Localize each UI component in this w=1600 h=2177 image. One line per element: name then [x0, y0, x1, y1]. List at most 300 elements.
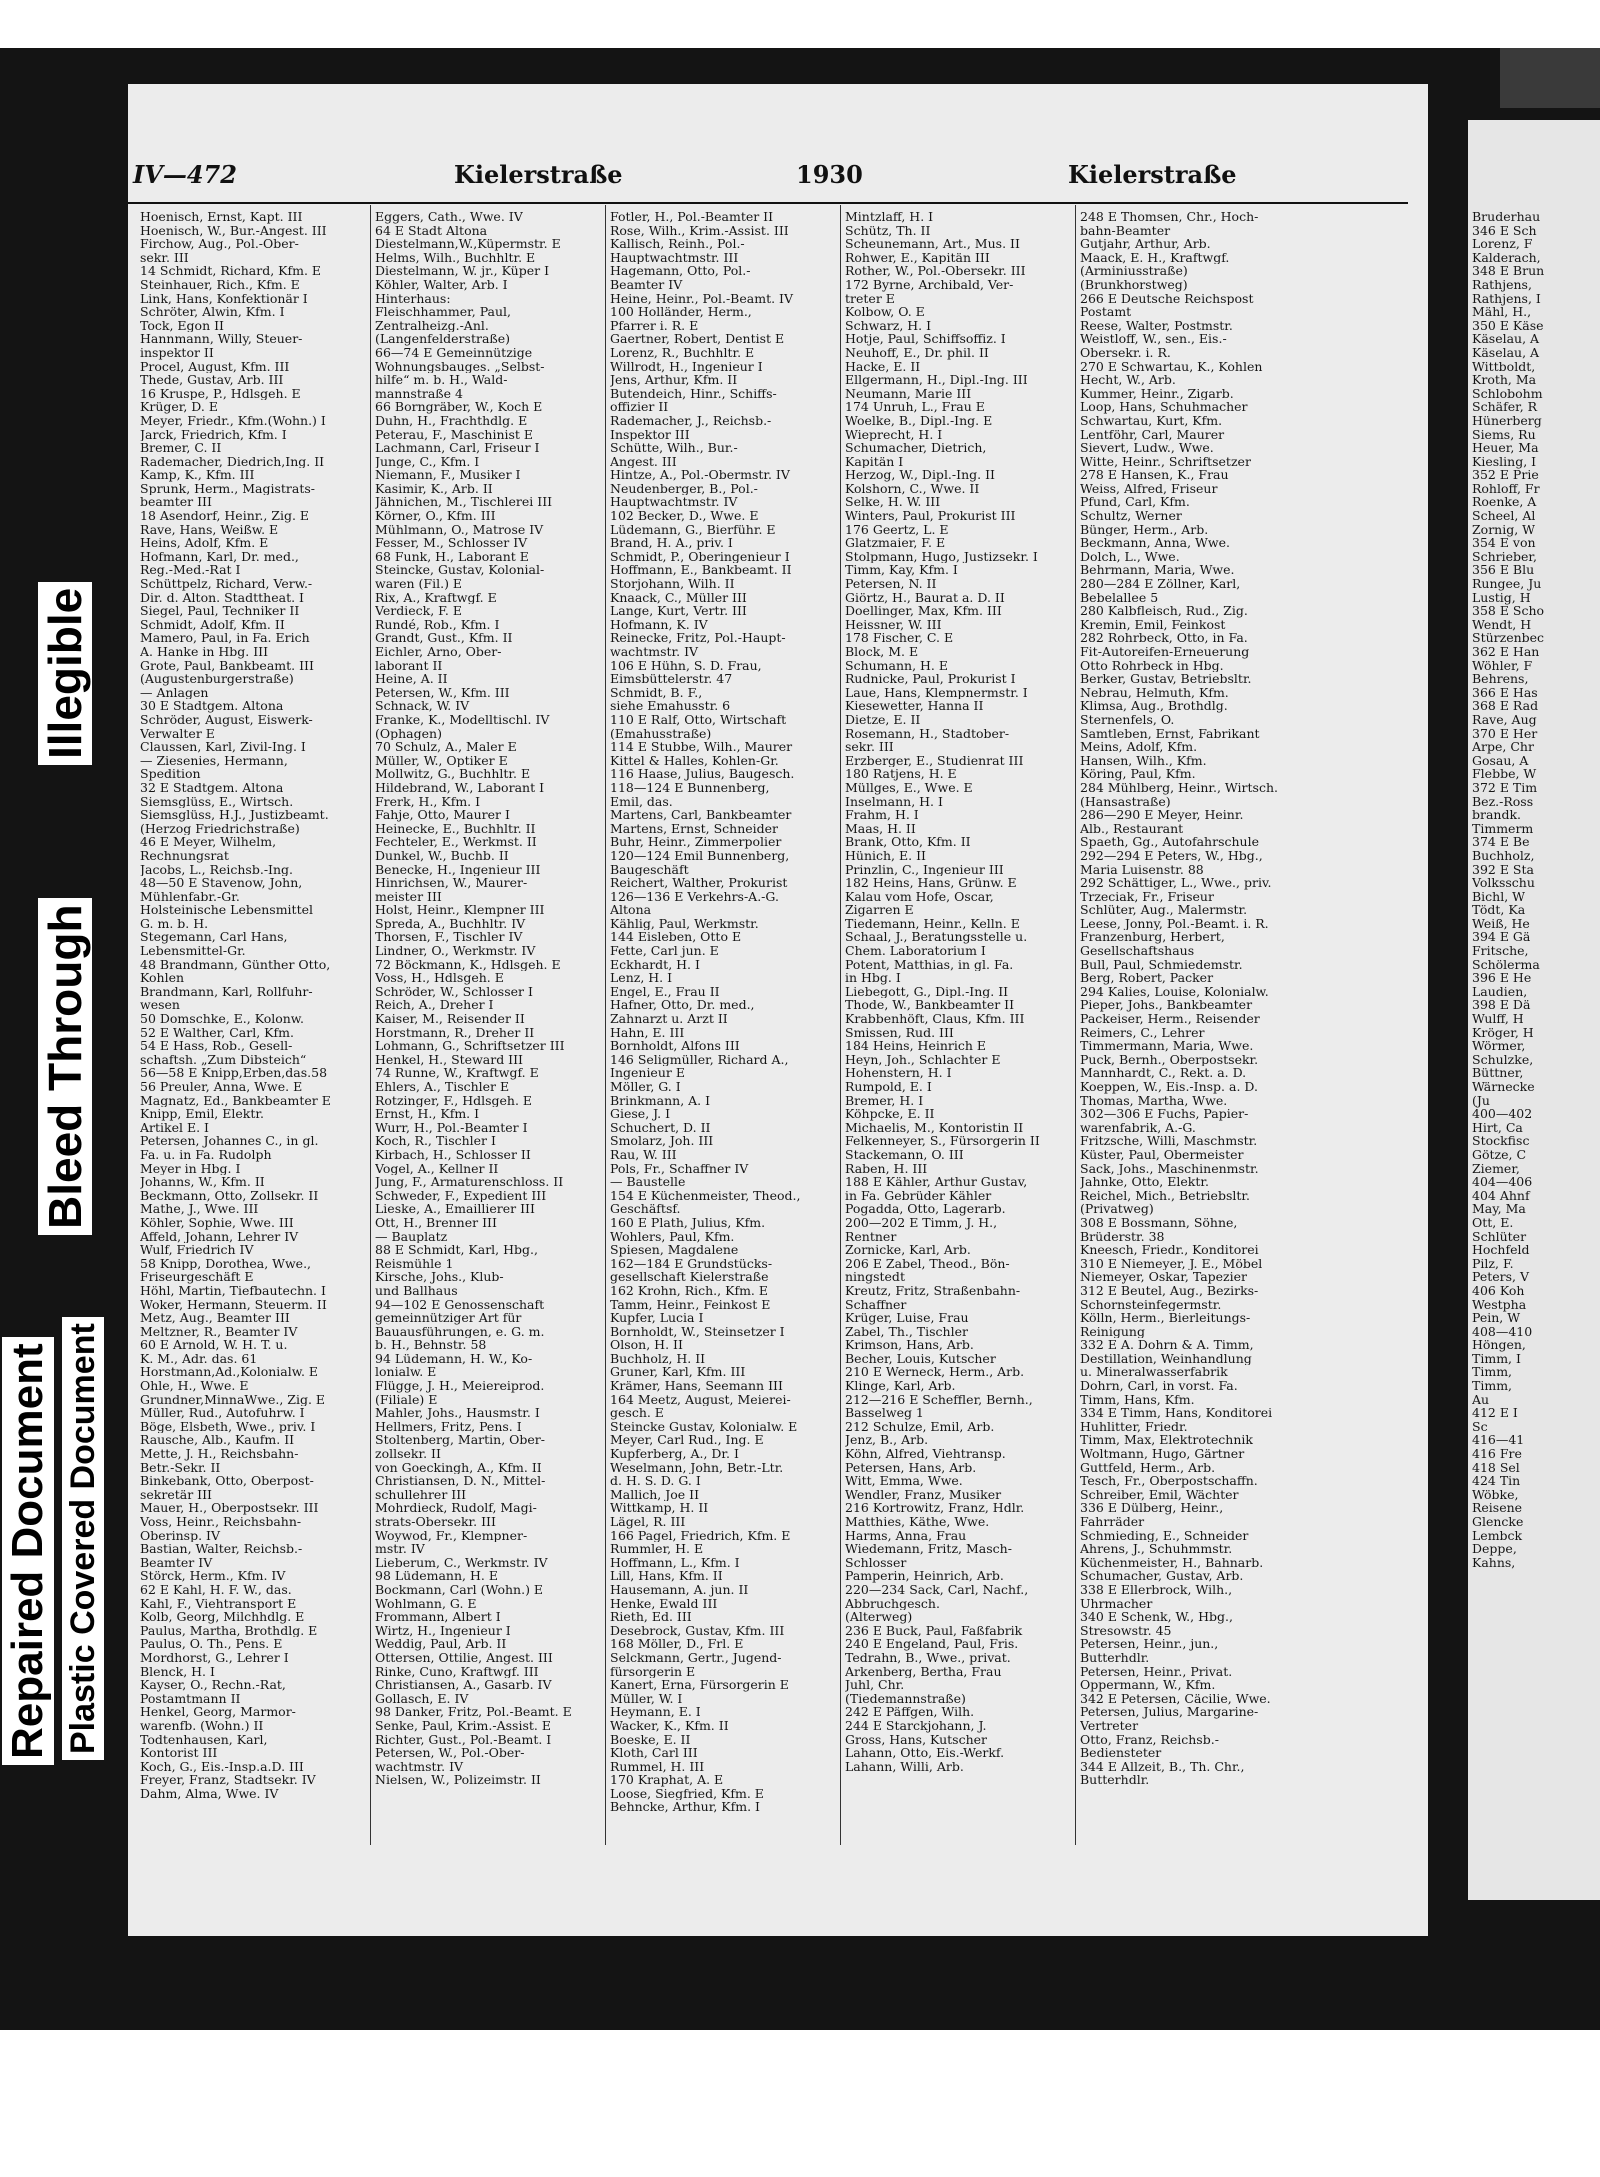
- directory-entry: Felkenneyer, S., Fürsorgerin II: [845, 1134, 1040, 1148]
- directory-entry: Neuhoff, E., Dr. phil. II: [845, 345, 989, 360]
- directory-entry: Timm, Kay, Kfm. I: [845, 563, 958, 578]
- directory-entry: Metz, Aug., Beamter III: [140, 1311, 290, 1325]
- directory-entry: 286—290 E Meyer, Heinr.: [1080, 808, 1244, 822]
- directory-entry: Geschäftsf.: [610, 1202, 681, 1216]
- next-page-entry: 354 E von: [1472, 535, 1536, 551]
- directory-entry: 312 E Beutel, Aug., Bezirks-: [1080, 1283, 1259, 1298]
- directory-entry: Stresowstr. 45: [1080, 1623, 1172, 1638]
- label-bleed-through: Bleed Through: [38, 898, 92, 1235]
- directory-entry: 18 Asendorf, Heinr., Zig. E: [140, 509, 310, 523]
- directory-entry: 310 E Niemeyer, J. E., Möbel: [1080, 1256, 1263, 1271]
- directory-entry: offizier II: [610, 400, 669, 414]
- directory-entry: Eggers, Cath., Wwe. IV: [375, 210, 523, 224]
- directory-entry: Betr.-Sekr. II: [140, 1460, 221, 1475]
- next-page-entry: Gosau, A: [1472, 752, 1529, 768]
- directory-entry: Rademacher, Diedrich,Ing. II: [140, 454, 325, 469]
- directory-entry: A. Hanke in Hbg. III: [140, 645, 269, 659]
- directory-entry: (Emahusstraße): [610, 726, 712, 741]
- next-page-entry: Stockfisc: [1472, 1133, 1530, 1149]
- directory-entry: Stoltenberg, Martin, Ober-: [375, 1433, 545, 1448]
- directory-entry: Packeiser, Herm., Reisender: [1080, 1012, 1260, 1026]
- directory-entry: 110 E Ralf, Otto, Wirtschaft: [610, 712, 787, 727]
- directory-entry: 216 Kortrowitz, Franz, Hdlr.: [845, 1501, 1025, 1515]
- next-page-entry: Rave, Aug: [1472, 711, 1537, 727]
- directory-entry: Hannmann, Willy, Steuer-: [140, 332, 303, 346]
- directory-entry: 270 E Schwartau, K., Kohlen: [1080, 359, 1263, 374]
- directory-entry: Lohmann, G., Schriftsetzer III: [375, 1039, 565, 1053]
- directory-entry: Schmieding, E., Schneider: [1080, 1528, 1249, 1543]
- next-page-entry: 416 Fre: [1472, 1446, 1522, 1462]
- directory-entry: in Hbg. I: [845, 971, 901, 985]
- next-page-entry: Sc: [1472, 1418, 1488, 1434]
- directory-entry: Rother, W., Pol.-Obersekr. III: [845, 264, 1026, 278]
- directory-entry: 106 E Hühn, S. D. Frau,: [610, 658, 762, 673]
- directory-entry: 114 E Stubbe, Wilh., Maurer: [610, 740, 793, 754]
- directory-entry: Schröder, August, Eiswerk-: [140, 712, 313, 727]
- directory-entry: Obersekr. i. R.: [1080, 345, 1171, 360]
- directory-entry: Butterhdlr.: [1080, 1773, 1150, 1787]
- directory-entry: (Langenfelderstraße): [375, 332, 511, 346]
- directory-entry: Hauptwachtmstr. III: [610, 250, 739, 265]
- directory-entry: Olson, H. II: [610, 1338, 683, 1352]
- directory-entry: Reinecke, Fritz, Pol.-Haupt-: [610, 631, 786, 645]
- directory-entry: Reese, Walter, Postmstr.: [1080, 318, 1233, 333]
- directory-entry: Küster, Paul, Obermeister: [1080, 1147, 1244, 1162]
- directory-entry: Mühlmann, O., Matrose IV: [375, 522, 544, 537]
- directory-entry: 188 E Kähler, Arthur Gustav,: [845, 1175, 1028, 1189]
- directory-entry: Lachmann, Carl, Friseur I: [375, 441, 540, 455]
- directory-entry: (Filiale) E: [375, 1392, 438, 1407]
- directory-entry: Rechnungsrat: [140, 848, 229, 863]
- directory-entry: 54 E Hass, Rob., Gesell-: [140, 1039, 293, 1053]
- directory-entry: — Bauplatz: [375, 1229, 448, 1244]
- directory-entry: Bastian, Walter, Reichsb.-: [140, 1542, 303, 1556]
- directory-entry: Jacobs, L., Reichsb.-Ing.: [140, 862, 294, 877]
- next-page-entry: Reisene: [1472, 1500, 1523, 1516]
- directory-entry: Witt, Emma, Wwe.: [845, 1474, 963, 1488]
- directory-entry: 278 E Hansen, K., Frau: [1080, 468, 1229, 482]
- next-page-entry: Wöhler, F: [1472, 657, 1533, 673]
- directory-entry: G. m. b. H.: [140, 916, 209, 931]
- next-page-entry: Heuer, Ma: [1472, 440, 1539, 456]
- directory-entry: Bornholdt, Alfons III: [610, 1039, 740, 1053]
- directory-entry: Reg.-Med.-Rat I: [140, 563, 241, 578]
- directory-entry: Weselmann, John, Betr.-Ltr.: [610, 1460, 784, 1475]
- directory-entry: (Arminiusstraße): [1080, 264, 1188, 278]
- directory-entry: Eckhardt, H. I: [610, 957, 700, 972]
- directory-entry: (Augustenburgerstraße): [140, 672, 294, 686]
- directory-entry: Hoffmann, L., Kfm. I: [610, 1555, 740, 1570]
- directory-entry: 60 E Arnold, W. H. T. u.: [140, 1338, 288, 1352]
- directory-entry: Richter, Gust., Pol.-Beamt. I: [375, 1732, 552, 1747]
- next-page-entry: Timm,: [1472, 1364, 1513, 1380]
- directory-entry: Kasimir, K., Arb. II: [375, 481, 493, 496]
- directory-entry: 284 Mühlberg, Heinr., Wirtsch.: [1080, 780, 1278, 795]
- directory-entry: Hafner, Otto, Dr. med.,: [610, 998, 755, 1013]
- directory-entry: Becher, Louis, Kutscher: [845, 1351, 996, 1366]
- directory-entry: Kreutz, Fritz, Straßenbahn-: [845, 1283, 1021, 1298]
- directory-entry: Engel, E., Frau II: [610, 984, 720, 999]
- next-page-entry: Höngen,: [1472, 1337, 1526, 1353]
- directory-entry: schullehrer III: [375, 1487, 467, 1502]
- next-page-entry: Volksschu: [1472, 875, 1535, 891]
- directory-entry: gemeinnütziger Art für: [375, 1311, 522, 1325]
- directory-entry: Brank, Otto, Kfm. II: [845, 835, 971, 849]
- directory-entry: Bebelallee 5: [1080, 590, 1159, 605]
- directory-entry: Uhrmacher: [1080, 1596, 1153, 1611]
- directory-entry: Mühlenfabr.-Gr.: [140, 889, 240, 904]
- directory-entry: Angest. III: [610, 454, 677, 469]
- directory-entry: Kontorist III: [140, 1746, 218, 1760]
- directory-entry: Rose, Wilh., Krim.-Assist. III: [610, 223, 789, 238]
- directory-entry: 52 E Walther, Carl, Kfm.: [140, 1025, 294, 1040]
- directory-entry: Fahje, Otto, Maurer I: [375, 808, 510, 822]
- directory-entry: Link, Hans, Konfektionär I: [140, 291, 308, 306]
- directory-entry: Vertreter: [1080, 1718, 1139, 1733]
- directory-entry: Inselmann, H. I: [845, 794, 943, 809]
- directory-entry: Müller, Rud., Autofuhrw. I: [140, 1406, 305, 1420]
- directory-entry: Schnack, W. IV: [375, 699, 470, 713]
- directory-entry: Bediensteter: [1080, 1746, 1162, 1760]
- directory-entry: Lenz, H. I: [610, 971, 673, 985]
- directory-entry: beamter III: [140, 495, 212, 510]
- directory-entry: hilfe“ m. b. H., Wald-: [375, 373, 508, 387]
- directory-entry: Binkebank, Otto, Oberpost-: [140, 1474, 314, 1488]
- directory-entry: Kählig, Paul, Werkmstr.: [610, 916, 759, 931]
- directory-entry: Altona: [610, 903, 652, 917]
- next-page-entry: Westpha: [1472, 1296, 1527, 1312]
- directory-entry: Reismühle 1: [375, 1256, 454, 1271]
- directory-entry: Jung, F., Armaturenschloss. II: [375, 1175, 564, 1189]
- next-page-entry: Bichl, W: [1472, 888, 1526, 904]
- directory-entry: (Brunkhorstweg): [1080, 277, 1188, 292]
- directory-entry: Fa. u. in Fa. Rudolph: [140, 1147, 272, 1162]
- directory-entry: 30 E Stadtgem. Altona: [140, 699, 284, 713]
- directory-entry: Jähnichen, M., Tischlerei III: [375, 495, 553, 510]
- next-page-column: [1472, 210, 1600, 1850]
- directory-entry: Jens, Arthur, Kfm. II: [610, 373, 738, 387]
- directory-entry: Petersen, Heinr., jun.,: [1080, 1637, 1219, 1651]
- column-1: [140, 210, 364, 1850]
- directory-entry: Winters, Paul, Prokurist III: [845, 509, 1016, 523]
- directory-entry: Wohlers, Paul, Kfm.: [610, 1229, 735, 1244]
- directory-entry: Dietze, E. II: [845, 712, 921, 727]
- directory-entry: 126—136 E Verkehrs-A.-G.: [610, 889, 779, 904]
- directory-entry: Gross, Hans, Kutscher: [845, 1732, 988, 1747]
- directory-entry: Heyn, Joh., Schlachter E: [845, 1052, 1001, 1067]
- next-page-entry: 366 E Has: [1472, 684, 1538, 700]
- directory-entry: Lieberum, C., Werkmstr. IV: [375, 1555, 548, 1570]
- directory-entry: Schüttpelz, Richard, Verw.-: [140, 577, 313, 591]
- directory-entry: Selckmann, Gertr., Jugend-: [610, 1650, 782, 1665]
- next-page-entry: Schrieber,: [1472, 548, 1537, 564]
- next-page-entry: Arpe, Chr: [1472, 739, 1534, 755]
- directory-entry: Krüger, D. E: [140, 400, 218, 414]
- directory-entry: 16 Kruspe, P., Hdlsgeh. E: [140, 386, 301, 401]
- directory-entry: Krüger, Luise, Frau: [845, 1311, 969, 1325]
- directory-entry: schaftsh. „Zum Dibsteich“: [140, 1052, 307, 1067]
- directory-entry: Weistloff, W., sen., Eis.-: [1080, 332, 1227, 346]
- directory-entry: Loop, Hans, Schuhmacher: [1080, 400, 1248, 414]
- directory-entry: Ellgermann, H., Dipl.-Ing. III: [845, 373, 1028, 387]
- directory-entry: waren (Fil.) E: [375, 577, 463, 591]
- directory-entry: Fotler, H., Pol.-Beamter II: [610, 210, 774, 224]
- directory-entry: Hoenisch, Ernst, Kapt. III: [140, 210, 303, 224]
- directory-entry: Mohrdieck, Rudolf, Magi-: [375, 1501, 537, 1515]
- directory-entry: — Anlagen: [140, 685, 209, 700]
- next-page-entry: Scheel, Al: [1472, 508, 1536, 524]
- directory-entry: Jarck, Friedrich, Kfm. I: [140, 427, 287, 442]
- directory-entry: 116 Haase, Julius, Baugesch.: [610, 767, 795, 781]
- directory-entry: Diestelmann, W. jr., Küper I: [375, 264, 550, 278]
- directory-entry: sekretär III: [140, 1487, 212, 1502]
- directory-entry: Schreiber, Emil, Wächter: [1080, 1487, 1239, 1502]
- directory-entry: Kloth, Carl III: [610, 1746, 698, 1760]
- directory-entry: Dolch, L., Wwe.: [1080, 549, 1180, 564]
- next-page-entry: 362 E Han: [1472, 644, 1540, 659]
- directory-entry: Franke, K., Modelltischl. IV: [375, 712, 550, 727]
- directory-entry: Sprunk, Herm., Magistrats-: [140, 481, 315, 496]
- directory-entry: Behncke, Arthur, Kfm. I: [610, 1800, 760, 1815]
- directory-entry: Gollasch, E. IV: [375, 1691, 469, 1706]
- next-page-entry: 394 E Gä: [1472, 929, 1531, 945]
- directory-entry: Lahann, Otto, Eis.-Werkf.: [845, 1746, 1005, 1760]
- next-page-entry: Timm, I: [1472, 1350, 1521, 1366]
- label-plastic-covered-document: Plastic Covered Document: [62, 1317, 104, 1760]
- directory-entry: 118—124 E Bunnenberg,: [610, 780, 770, 795]
- next-page-entry: Fritsche,: [1472, 943, 1529, 959]
- directory-entry: 248 E Thomsen, Chr., Hoch-: [1080, 210, 1259, 224]
- directory-entry: Meyer, Friedr., Kfm.(Wohn.) I: [140, 413, 326, 428]
- next-page-entry: 400—402: [1472, 1106, 1533, 1122]
- directory-entry: Chem. Laboratorium I: [845, 944, 986, 958]
- directory-entry: Paulus, Martha, Brothdlg. E: [140, 1623, 318, 1638]
- next-page-entry: Glencke: [1472, 1514, 1524, 1529]
- directory-entry: Huhlitter, Friedr.: [1080, 1419, 1188, 1434]
- next-page-entry: Bruderhau: [1472, 210, 1541, 224]
- directory-entry: Beckmann, Anna, Wwe.: [1080, 536, 1230, 550]
- directory-entry: Loose, Siegfried, Kfm. E: [610, 1786, 764, 1801]
- directory-entry: warenfabrik, A.-G.: [1080, 1120, 1196, 1135]
- directory-entry: Hauptwachtmstr. IV: [610, 495, 738, 510]
- directory-entry: Wohlmann, G. E: [375, 1596, 477, 1611]
- directory-entry: 120—124 Emil Bunnenberg,: [610, 848, 790, 863]
- next-page-entry: Hochfeld: [1472, 1242, 1530, 1258]
- scanner-corner: [1500, 48, 1600, 108]
- directory-entry: Kaiser, M., Reisender II: [375, 1012, 525, 1026]
- directory-entry: 48 Brandmann, Günther Otto,: [140, 957, 331, 972]
- directory-entry: Grandt, Gust., Kfm. II: [375, 631, 513, 645]
- next-page-entry: (Ju: [1472, 1092, 1490, 1108]
- directory-entry: 94—102 E Genossenschaft: [375, 1297, 545, 1312]
- next-page-entry: Tödt, Ka: [1472, 902, 1526, 918]
- directory-entry: Wurr, H., Pol.-Beamter I: [375, 1120, 528, 1135]
- directory-entry: Sack, Johs., Maschinenmstr.: [1080, 1161, 1259, 1176]
- column-rule: [1075, 205, 1076, 1845]
- directory-entry: Tesch, Fr., Oberpostschaffn.: [1080, 1474, 1258, 1488]
- directory-entry: Köhn, Alfred, Viehtransp.: [845, 1447, 1006, 1461]
- directory-entry: Henkel, H., Steward III: [375, 1052, 523, 1067]
- directory-entry: 66—74 E Gemeinnützige: [375, 345, 533, 360]
- directory-entry: Rumpold, E. I: [845, 1080, 932, 1094]
- directory-entry: Rohwer, E., Kapitän III: [845, 250, 990, 265]
- next-page-entry: Schäfer, R: [1472, 399, 1538, 415]
- directory-entry: Störck, Herm., Kfm. IV: [140, 1569, 286, 1583]
- directory-entry: Niemeyer, Oskar, Tapezier: [1080, 1270, 1248, 1284]
- directory-entry: 206 E Zabel, Theod., Bön-: [845, 1256, 1010, 1271]
- next-page-entry: Deppe,: [1472, 1541, 1517, 1557]
- directory-entry: Pamperin, Heinrich, Arb.: [845, 1569, 1004, 1583]
- directory-entry: Basselweg 1: [845, 1406, 924, 1420]
- directory-entry: Kirsche, Johs., Klub-: [375, 1270, 504, 1284]
- directory-entry: K. M., Adr. das. 61: [140, 1351, 258, 1366]
- directory-entry: 332 E A. Dohrn & A. Timm,: [1080, 1338, 1254, 1352]
- directory-entry: lonialw. E: [375, 1365, 437, 1380]
- directory-entry: Spedition: [140, 767, 201, 781]
- directory-entry: Dunkel, W., Buchb. II: [375, 848, 509, 863]
- directory-entry: Gruner, Karl, Kfm. III: [610, 1365, 746, 1380]
- directory-entry: Hellmers, Fritz, Pens. I: [375, 1419, 522, 1434]
- directory-entry: Woywod, Fr., Klempner-: [375, 1528, 528, 1543]
- directory-entry: Bünger, Herm., Arb.: [1080, 522, 1209, 537]
- next-page-entry: 392 E Sta: [1472, 861, 1534, 877]
- directory-entry: Hagemann, Otto, Pol.-: [610, 264, 751, 278]
- next-page-entry: Schulzke,: [1472, 1051, 1534, 1067]
- directory-entry: Helms, Wilh., Buchhltr. E: [375, 250, 536, 265]
- directory-entry: Maas, H. II: [845, 821, 916, 836]
- directory-entry: Schütz, Th. II: [845, 223, 931, 238]
- next-page-entry: 418 Sel: [1472, 1459, 1520, 1475]
- directory-entry: Brinkmann, A. I: [610, 1093, 711, 1108]
- next-page-entry: 416—41: [1472, 1432, 1525, 1448]
- directory-entry: 162 Krohn, Rich., Kfm. E: [610, 1283, 768, 1298]
- directory-entry: Schlüter, Aug., Malermstr.: [1080, 903, 1248, 917]
- directory-entry: Woelke, B., Dipl.-Ing. E: [845, 413, 993, 428]
- next-page-entry: Wendt, H: [1472, 616, 1532, 632]
- directory-entry: Zahnarzt u. Arzt II: [610, 1012, 728, 1026]
- directory-entry: Timm, Max, Elektrotechnik: [1080, 1433, 1253, 1448]
- directory-entry: Schuchert, D. II: [610, 1120, 711, 1135]
- directory-entry: (Ophagen): [375, 726, 442, 741]
- directory-entry: 184 Heins, Heinrich E: [845, 1039, 987, 1053]
- directory-entry: Kahl, F., Viehtransport E: [140, 1596, 297, 1611]
- directory-entry: Claussen, Karl, Zivil-Ing. I: [140, 740, 306, 754]
- next-page-entry: 372 E Tim: [1472, 779, 1538, 795]
- directory-entry: Wohnungsbauges. „Selbst-: [375, 359, 545, 374]
- directory-entry: laborant II: [375, 658, 443, 673]
- next-page-entry: Schölerma: [1472, 956, 1540, 972]
- directory-entry: Woker, Hermann, Steuerm. II: [140, 1297, 327, 1312]
- directory-entry: Müller, W., Optiker E: [375, 753, 508, 768]
- next-page-entry: 412 E I: [1472, 1405, 1518, 1421]
- directory-entry: Nielsen, W., Polizeimstr. II: [375, 1773, 541, 1787]
- directory-entry: 62 E Kahl, H. F. W., das.: [140, 1582, 292, 1597]
- directory-entry: 266 E Deutsche Reichspost: [1080, 291, 1254, 306]
- directory-entry: Spiesen, Magdalene: [610, 1243, 739, 1257]
- directory-entry: Dir. d. Alton. Stadttheat. I: [140, 590, 304, 605]
- directory-entry: Smissen, Rud. III: [845, 1025, 954, 1040]
- directory-entry: — Ziesenies, Hermann,: [140, 753, 288, 768]
- directory-entry: Meltzner, R., Beamter IV: [140, 1324, 298, 1339]
- directory-entry: Henke, Ewald III: [610, 1596, 718, 1611]
- directory-entry: strats-Obersekr. III: [375, 1515, 496, 1529]
- next-page-entry: Wöbke,: [1472, 1486, 1519, 1502]
- directory-entry: gesellschaft Kielerstraße: [610, 1270, 769, 1284]
- directory-entry: Meins, Adolf, Kfm.: [1080, 740, 1198, 754]
- directory-entry: Kolshorn, C., Wwe. II: [845, 481, 980, 496]
- directory-entry: Bremer, C. II: [140, 441, 222, 455]
- directory-entry: Kallisch, Reinh., Pol.-: [610, 237, 745, 251]
- directory-entry: wesen: [140, 998, 180, 1013]
- directory-entry: Pols, Fr., Schaffner IV: [610, 1161, 749, 1176]
- directory-entry: Verwalter E: [140, 726, 215, 741]
- directory-entry: Kayser, O., Rechn.-Rat,: [140, 1678, 286, 1692]
- next-page-entry: 404—406: [1472, 1174, 1533, 1190]
- directory-entry: Friseurgeschäft E: [140, 1270, 254, 1284]
- next-page-entry: 346 E Sch: [1472, 222, 1537, 238]
- next-page-entry: Pein, W: [1472, 1310, 1521, 1326]
- directory-entry: Kölln, Herm., Bierleitungs-: [1080, 1311, 1251, 1325]
- directory-entry: bahn-Beamter: [1080, 223, 1171, 238]
- directory-entry: Mathe, J., Wwe. III: [140, 1202, 259, 1216]
- directory-entry: 308 E Bossmann, Söhne,: [1080, 1215, 1238, 1230]
- directory-entry: Fahrräder: [1080, 1515, 1145, 1529]
- directory-entry: Wiedemann, Fritz, Masch-: [845, 1542, 1012, 1556]
- directory-entry: Schornsteinfegermstr.: [1080, 1297, 1222, 1312]
- directory-entry: Tiedemann, Heinr., Kelln. E: [845, 916, 1020, 931]
- label-illegible: Illegible: [38, 582, 92, 765]
- directory-entry: Steincke, Gustav, Kolonial-: [375, 563, 545, 578]
- directory-entry: Kupfer, Lucia I: [610, 1311, 704, 1325]
- directory-entry: 164 Meetz, August, Meierei-: [610, 1392, 791, 1407]
- directory-entry: Hintze, A., Pol.-Obermstr. IV: [610, 468, 790, 482]
- directory-entry: Thede, Gustav, Arb. III: [140, 373, 284, 387]
- street-title-right: Kielerstraße: [1068, 160, 1237, 189]
- directory-entry: Spreda, A., Buchhltr. IV: [375, 916, 526, 931]
- directory-entry: Heissner, W. III: [845, 617, 942, 632]
- directory-entry: Pieper, Johs., Bankbeamter: [1080, 998, 1253, 1013]
- directory-entry: 14 Schmidt, Richard, Kfm. E: [140, 264, 322, 278]
- directory-entry: Kummer, Heinr., Zigarb.: [1080, 386, 1234, 401]
- directory-entry: Brand, H. A., priv. I: [610, 536, 733, 550]
- directory-entry: Mauer, H., Oberpostsekr. III: [140, 1501, 319, 1515]
- directory-entry: Lüdemann, G., Bierführ. E: [610, 522, 776, 537]
- directory-entry: Rieth, Ed. III: [610, 1610, 692, 1624]
- next-page-entry: 374 E Be: [1472, 834, 1530, 850]
- directory-entry: Schmidt, P., Oberingenieur I: [610, 549, 790, 564]
- directory-entry: von Goeckingh, A., Kfm. II: [375, 1460, 542, 1475]
- directory-entry: (Herzog Friedrichstraße): [140, 821, 300, 836]
- next-page-entry: Schlüter: [1472, 1228, 1527, 1244]
- directory-entry: Schweder, F., Expedient III: [375, 1188, 547, 1203]
- directory-entry: Lentföhr, Carl, Maurer: [1080, 427, 1225, 442]
- column-4: [845, 210, 1069, 1850]
- directory-entry: 220—234 Sack, Carl, Nachf.,: [845, 1582, 1029, 1597]
- directory-entry: Meyer, Carl Rud., Ing. E: [610, 1433, 764, 1448]
- next-page-entry: 408—410: [1472, 1323, 1533, 1339]
- directory-entry: Lindner, O., Werkmstr. IV: [375, 944, 536, 958]
- directory-entry: Bremer, H. I: [845, 1093, 924, 1108]
- directory-entry: 176 Geertz, L. E: [845, 522, 949, 537]
- next-page-entry: Kiesling, I: [1472, 453, 1537, 469]
- directory-entry: Buhr, Heinr., Zimmerpolier: [610, 835, 782, 849]
- directory-entry: Hoenisch, W., Bur.-Angest. III: [140, 223, 327, 238]
- directory-entry: Köring, Paul, Kfm.: [1080, 767, 1196, 781]
- directory-entry: Tock, Egon II: [140, 318, 224, 333]
- directory-entry: Hinterhaus:: [375, 291, 451, 306]
- directory-entry: u. Mineralwasserfabrik: [1080, 1365, 1228, 1380]
- next-page-entry: 424 Tin: [1472, 1473, 1521, 1489]
